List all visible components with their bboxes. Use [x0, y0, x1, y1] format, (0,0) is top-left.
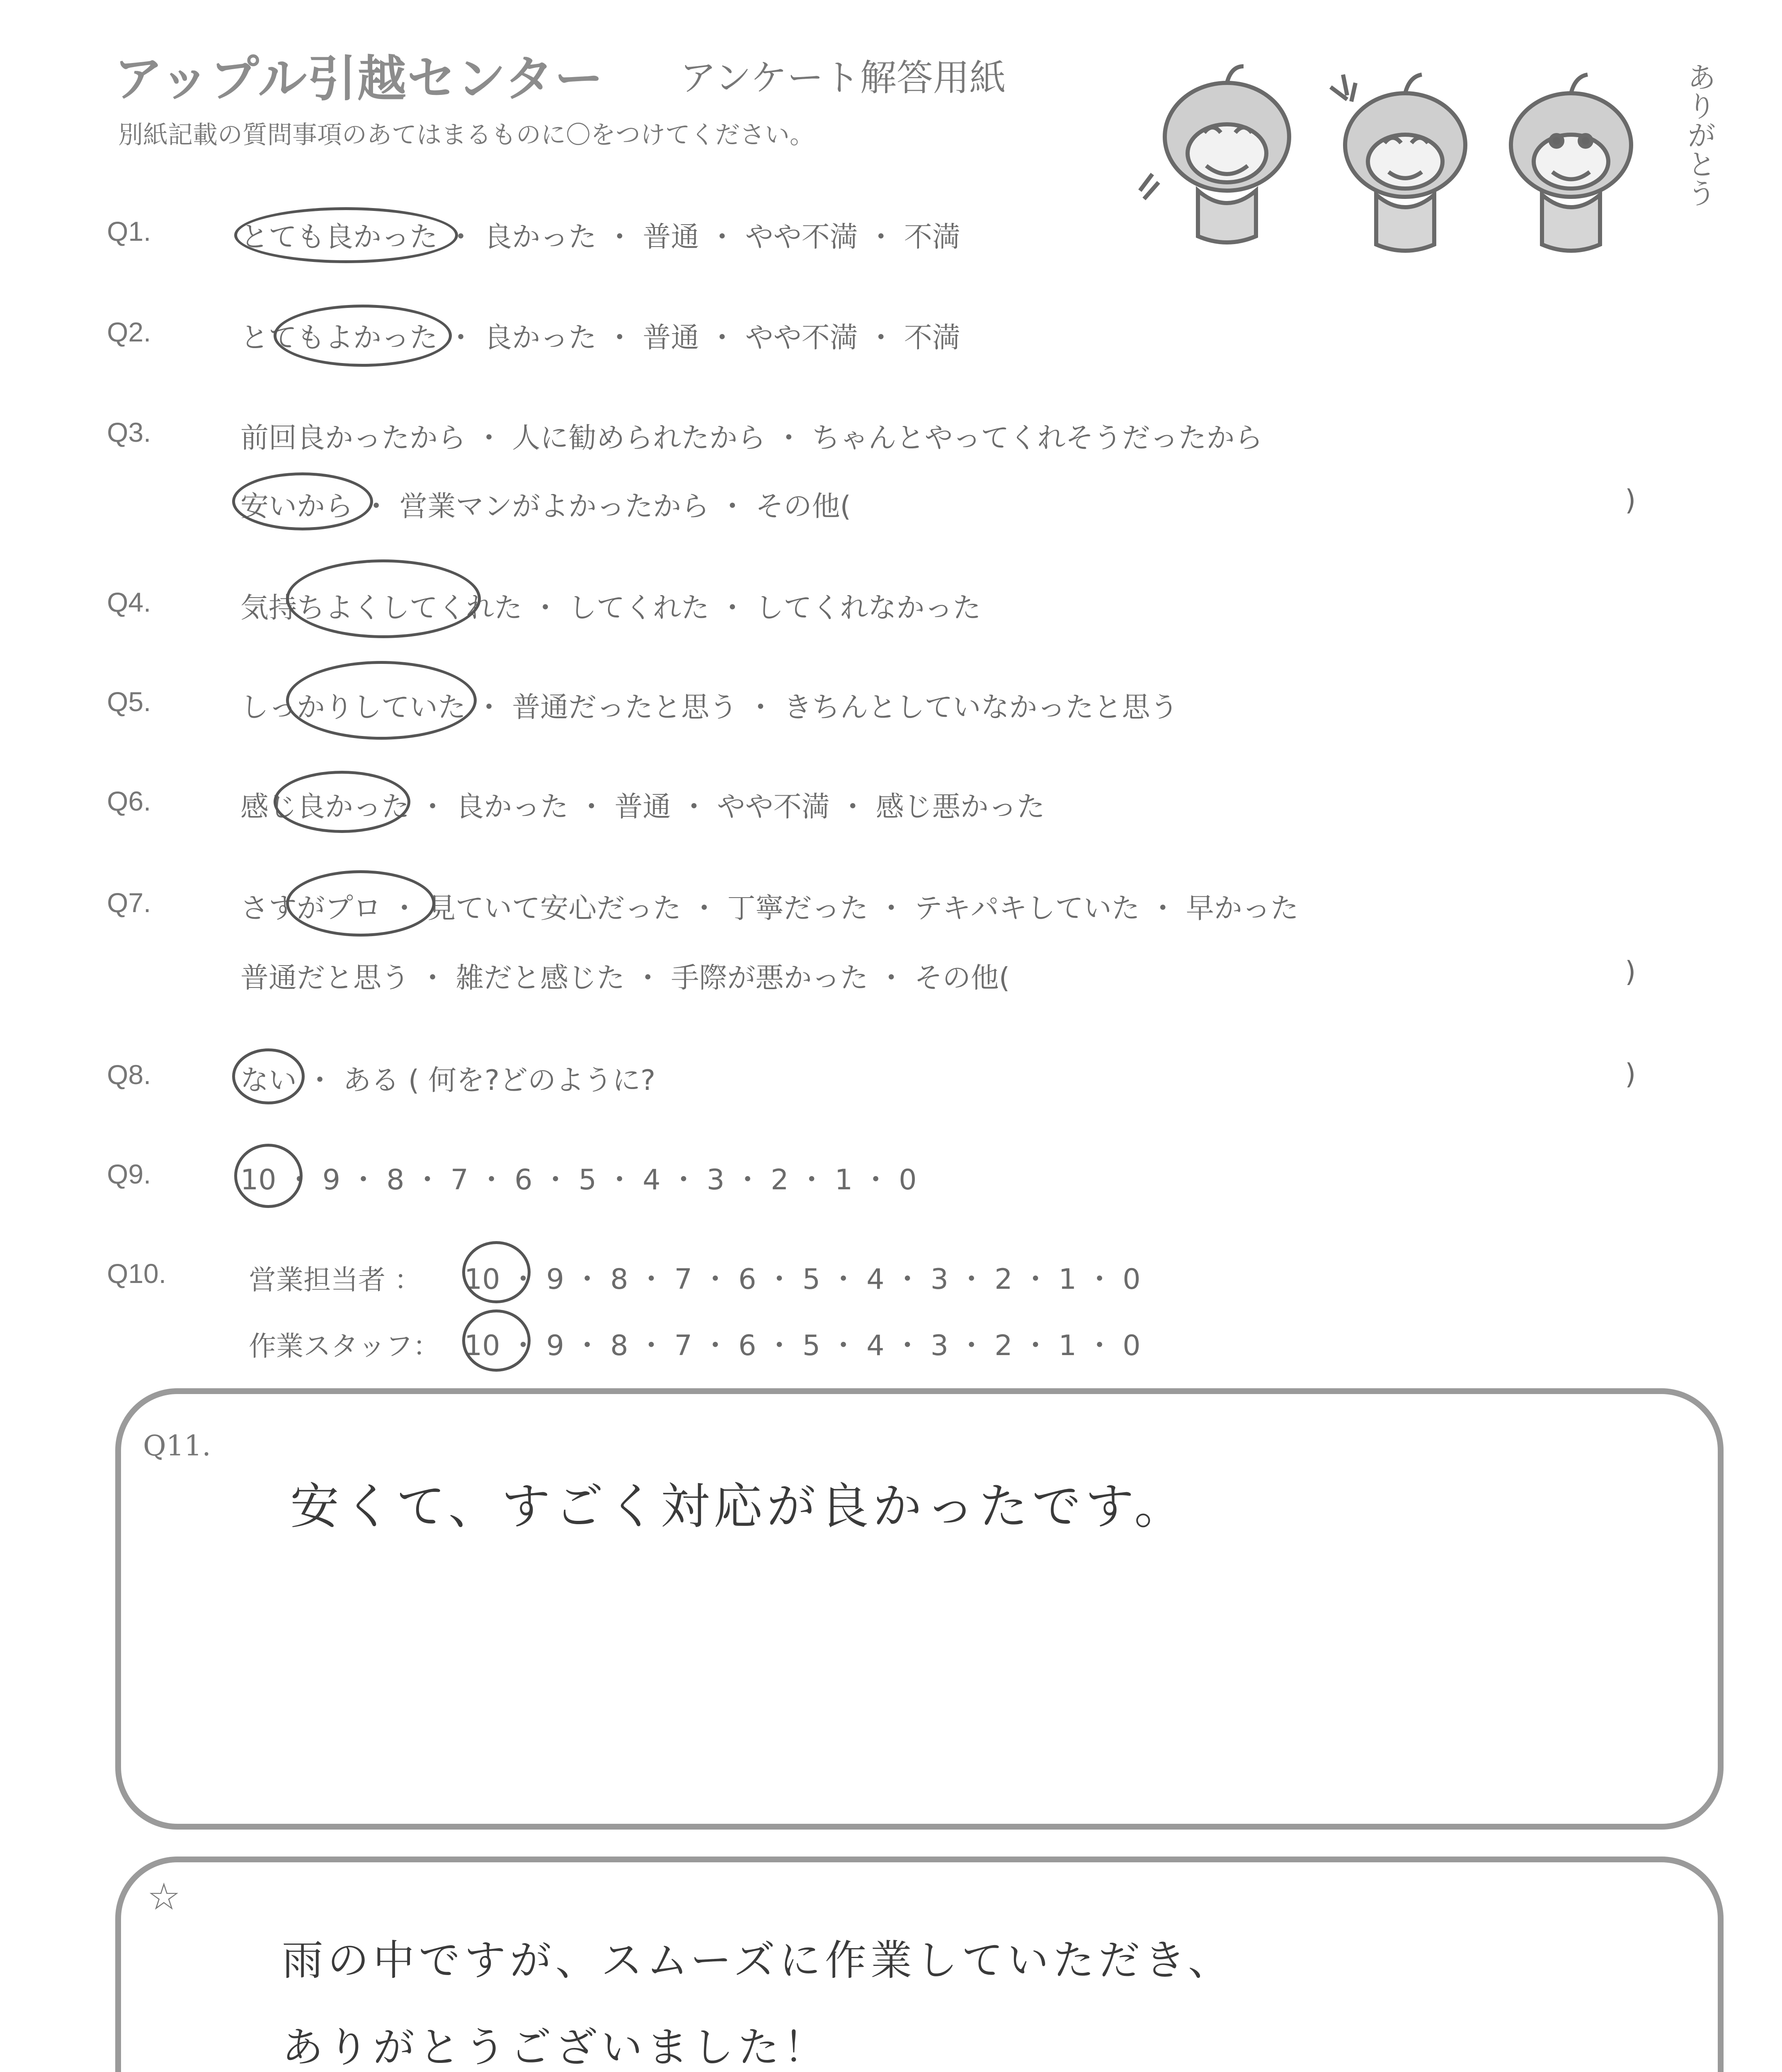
- q3-options-line1[interactable]: 前回良かったから ・ 人に勧められたから ・ ちゃんとやってくれそうだったから: [240, 422, 1263, 455]
- q2-selection-circle: [274, 305, 452, 367]
- star-comment-line-1: 雨の中ですが、スムーズに作業していただき、: [282, 1936, 1234, 1985]
- monkey-mascots-illustration: [1136, 58, 1675, 274]
- q5-options[interactable]: しっかりしていた ・ 普通だったと思う ・ きちんとしていなかったと思う: [240, 691, 1178, 724]
- q1-number: Q1.: [107, 216, 151, 247]
- page-title: アップル引越センター: [114, 50, 604, 107]
- q3-selection-circle: [232, 472, 373, 530]
- star-comment-line-2: ありがとうございました！: [282, 2023, 829, 2072]
- thanks-text: ありがとう: [1683, 62, 1717, 207]
- q3-paren-close: ): [1625, 484, 1636, 517]
- q1-selection-circle: [234, 207, 458, 263]
- q10-number: Q10.: [107, 1258, 167, 1289]
- q10-staff-label: 作業スタッフ：: [249, 1330, 440, 1362]
- q8-number: Q8.: [107, 1059, 151, 1090]
- q10-sales-selection-circle: [462, 1241, 531, 1303]
- q4-number: Q4.: [107, 587, 151, 617]
- q5-selection-circle: [286, 661, 477, 740]
- q10-staff-selection-circle: [462, 1310, 531, 1372]
- q8-paren-close: ): [1625, 1058, 1636, 1091]
- q6-selection-circle: [274, 771, 410, 833]
- q7-paren-close: ): [1625, 956, 1636, 988]
- q7-number: Q7.: [107, 887, 151, 918]
- q7-options-line1[interactable]: さすがプロ ・ 見ていて安心だった ・ 丁寧だった ・ テキパキしていた ・ 早かった: [240, 892, 1299, 925]
- q9-selection-circle: [234, 1144, 303, 1208]
- q5-number: Q5.: [107, 686, 151, 717]
- q4-options[interactable]: 気持ちよくしてくれた ・ してくれた ・ してくれなかった: [240, 592, 981, 625]
- q2-number: Q2.: [107, 317, 151, 347]
- q9-options[interactable]: 10 ・ 9 ・ 8 ・ 7 ・ 6 ・ 5 ・ 4 ・ 3 ・ 2 ・ 1 ・ 0: [240, 1164, 917, 1196]
- q1-options[interactable]: とても良かった ・ 良かった ・ 普通 ・ やや不満 ・ 不満: [240, 221, 960, 254]
- q11-handwritten-answer: 安くて、すごく対応が良かったです。: [290, 1478, 1188, 1535]
- q4-selection-circle: [286, 559, 481, 638]
- star-icon: ☆: [147, 1875, 181, 1919]
- q3-options-line2[interactable]: 安いから ・ 営業マンがよかったから ・ その他(: [240, 490, 851, 523]
- q6-options[interactable]: 感じ良かった ・ 良かった ・ 普通 ・ やや不満 ・ 感じ悪かった: [240, 791, 1045, 823]
- q7-selection-circle: [286, 870, 435, 937]
- q8-selection-circle: [232, 1048, 305, 1104]
- q6-number: Q6.: [107, 786, 151, 816]
- q2-options[interactable]: とてもよかった ・ 良かった ・ 普通 ・ やや不満 ・ 不満: [240, 322, 960, 354]
- q11-label: Q11.: [143, 1430, 211, 1462]
- q9-number: Q9.: [107, 1159, 151, 1189]
- instruction-text: 別紙記載の質問事項のあてはまるものに〇をつけてください。: [118, 121, 815, 150]
- q10-sales-label: 営業担当者 ：: [249, 1264, 422, 1296]
- page-subtitle: アンケート解答用紙: [680, 56, 1006, 99]
- q11-comment-box: [115, 1388, 1724, 1830]
- q3-number: Q3.: [107, 417, 151, 448]
- q7-options-line2[interactable]: 普通だと思う ・ 雑だと感じた ・ 手際が悪かった ・ その他(: [240, 962, 1010, 995]
- q10-sales-scale[interactable]: 10 ・ 9 ・ 8 ・ 7 ・ 6 ・ 5 ・ 4 ・ 3 ・ 2 ・ 1 ・ 0: [464, 1263, 1141, 1296]
- q10-staff-scale[interactable]: 10 ・ 9 ・ 8 ・ 7 ・ 6 ・ 5 ・ 4 ・ 3 ・ 2 ・ 1 ・ 0: [464, 1329, 1141, 1362]
- q8-options[interactable]: ない ・ ある ( 何を?どのように?: [240, 1064, 656, 1097]
